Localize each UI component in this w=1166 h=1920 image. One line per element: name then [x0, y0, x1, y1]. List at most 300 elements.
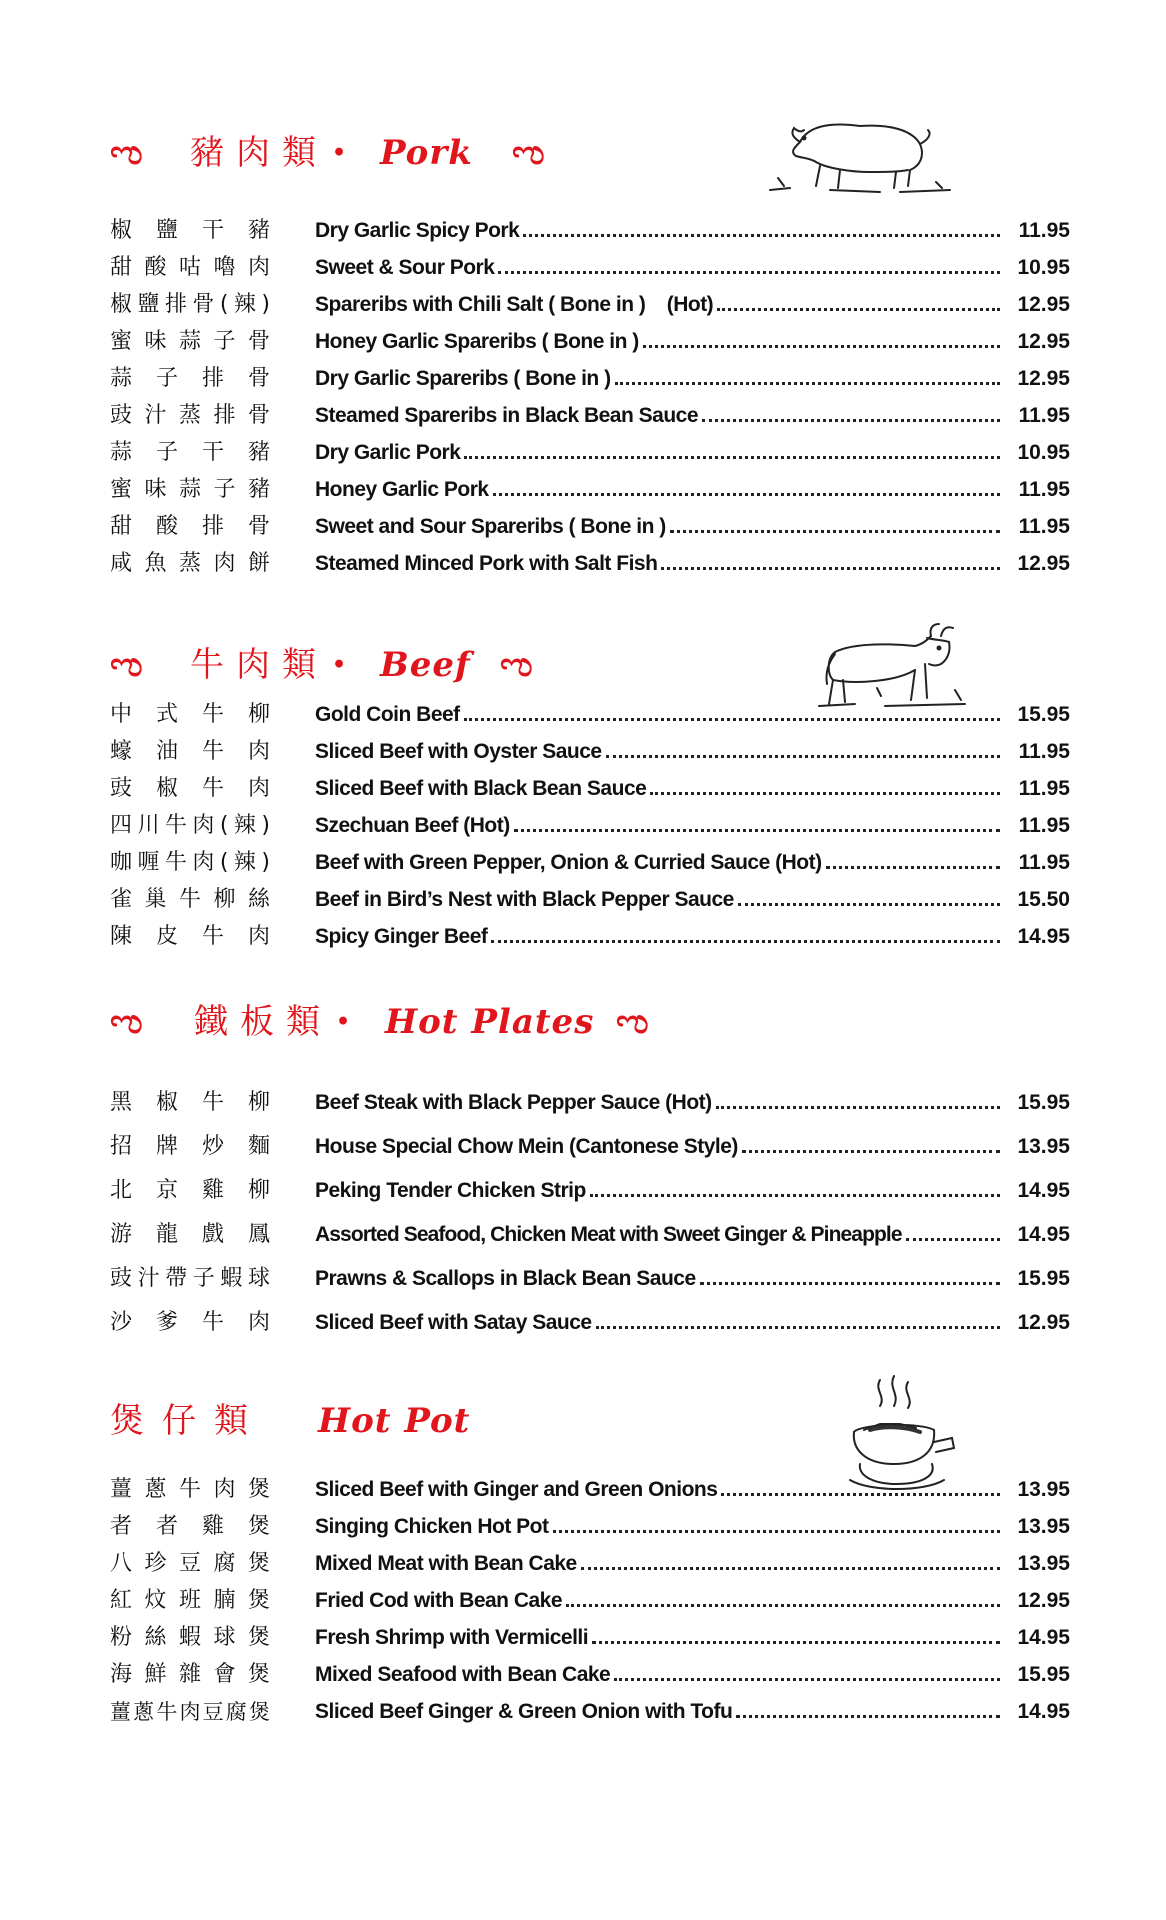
- item-price: 12.95: [1017, 367, 1070, 390]
- item-name-cn: [110, 848, 270, 878]
- cn-char: 牛: [201, 1090, 224, 1115]
- cn-char: 球: [213, 1625, 236, 1650]
- cn-char: 帶: [165, 1266, 188, 1291]
- item-price: 14.95: [1017, 1179, 1070, 1202]
- menu-item: [110, 737, 1070, 767]
- cn-char: 雞: [201, 1514, 224, 1539]
- item-name-en: [315, 1549, 1000, 1579]
- menu-item: [110, 848, 1070, 878]
- item-name-en-text: Dry Garlic Pork: [315, 441, 461, 464]
- item-name-en-text: Steamed Minced Pork with Salt Fish: [315, 552, 658, 575]
- menu-item: [110, 1623, 1070, 1653]
- menu-item: [110, 700, 1070, 730]
- cn-char: 骨: [192, 292, 215, 317]
- cn-char: 咖: [110, 850, 133, 875]
- dot-leader: [738, 885, 1000, 906]
- cn-char: 干: [201, 440, 224, 465]
- item-price: 12.95: [1017, 552, 1070, 575]
- menu-item: [110, 1264, 1070, 1294]
- cn-char: 甜: [110, 255, 133, 280]
- cn-char: 柳: [213, 887, 236, 912]
- cn-char: 子: [155, 440, 178, 465]
- item-name-en-text: Sweet & Sour Pork: [315, 256, 495, 279]
- item-name-cn: [110, 549, 270, 579]
- cn-char: 鮮: [144, 1662, 167, 1687]
- cn-char: 蒜: [110, 366, 133, 391]
- cn-char: 北: [110, 1178, 133, 1203]
- cn-char: 子: [213, 477, 236, 502]
- cn-char: 甜: [110, 514, 133, 539]
- cn-char: 煲: [247, 1514, 270, 1539]
- dot-leader: [592, 1623, 1000, 1644]
- item-name-cn: [110, 1697, 270, 1727]
- cn-char: 肉: [247, 776, 270, 801]
- cn-char: 炆: [144, 1588, 167, 1613]
- cn-char: 肉: [247, 1310, 270, 1335]
- item-name-cn: [110, 475, 270, 505]
- item-name-en-text: Szechuan Beef (Hot): [315, 814, 510, 837]
- dot-leader: [614, 1660, 1000, 1681]
- dot-leader: [491, 922, 1000, 943]
- item-price: 11.95: [1018, 814, 1070, 837]
- item-name-en: [315, 1475, 1000, 1505]
- item-name-en-text: Sliced Beef Ginger & Green Onion with Tofu: [315, 1700, 733, 1723]
- menu-item: [110, 1660, 1070, 1690]
- cn-char: 辣: [233, 292, 256, 317]
- cn-char: 牛: [201, 776, 224, 801]
- cn-char: 骨: [247, 514, 270, 539]
- item-price: 10.95: [1017, 441, 1070, 464]
- item-price: 11.95: [1018, 515, 1070, 538]
- section-header-pork: [110, 128, 610, 178]
- item-name-en-text: Fresh Shrimp with Vermicelli: [315, 1626, 589, 1649]
- cn-char: 排: [213, 403, 236, 428]
- section-header-hotplates: [110, 997, 670, 1047]
- item-name-en: [315, 253, 1000, 283]
- cn-char: 豉: [110, 776, 133, 801]
- item-price: 11.95: [1018, 404, 1070, 427]
- item-name-cn: [110, 1660, 270, 1690]
- cn-char: 子: [213, 329, 236, 354]
- menu-item: [110, 1220, 1070, 1250]
- item-name-cn: [110, 811, 270, 841]
- cn-char: (: [219, 850, 229, 875]
- item-price: 15.95: [1017, 1267, 1070, 1290]
- swirl-right-icon: ಌ: [616, 1002, 649, 1042]
- section-title-en: Hot Plates: [385, 1002, 595, 1042]
- cn-char: 咸: [110, 551, 133, 576]
- menu-item: [110, 364, 1070, 394]
- menu-item: [110, 290, 1070, 320]
- menu-item: [110, 253, 1070, 283]
- item-price: 13.95: [1017, 1515, 1070, 1538]
- cn-char: 肉: [247, 924, 270, 949]
- section-header-hotpot: [110, 1396, 530, 1446]
- item-name-en: [315, 774, 1000, 804]
- item-name-en-text: Prawns & Scallops in Black Bean Sauce: [315, 1267, 696, 1290]
- item-price: 13.95: [1017, 1478, 1070, 1501]
- cn-char: 肉: [192, 813, 215, 838]
- dot-leader: [826, 848, 1000, 869]
- cn-char: 巢: [144, 887, 167, 912]
- cn-char: 者: [110, 1514, 133, 1539]
- item-name-cn: [110, 700, 270, 730]
- cn-char: 牛: [201, 739, 224, 764]
- cn-char: 肉: [213, 551, 236, 576]
- cn-char: 排: [201, 366, 224, 391]
- cn-char: 汁: [144, 403, 167, 428]
- item-price: 14.95: [1017, 925, 1070, 948]
- menu-item: [110, 1586, 1070, 1616]
- cn-char: 牛: [164, 850, 187, 875]
- cn-char: 雀: [110, 887, 133, 912]
- menu-item: [110, 327, 1070, 357]
- item-name-cn: [110, 1088, 270, 1118]
- dot-leader: [566, 1586, 1000, 1607]
- cn-char: 雜: [178, 1662, 201, 1687]
- item-name-cn: [110, 1549, 270, 1579]
- item-price: 14.95: [1017, 1626, 1070, 1649]
- cn-char: 絲: [144, 1625, 167, 1650]
- cn-char: ): [261, 850, 270, 875]
- cn-char: 蒸: [178, 403, 201, 428]
- dot-leader: [493, 475, 1000, 496]
- swirl-left-icon: ಌ: [110, 645, 143, 685]
- cn-char: 蜜: [110, 477, 133, 502]
- cn-char: 酸: [155, 514, 178, 539]
- item-name-en-text: Mixed Seafood with Bean Cake: [315, 1663, 611, 1686]
- section-title-cn: 煲仔類: [110, 1401, 266, 1441]
- cn-char: ): [261, 813, 270, 838]
- cn-char: 牛: [201, 702, 224, 727]
- menu-item: [110, 401, 1070, 431]
- cn-char: 海: [110, 1662, 133, 1687]
- cn-char: 雞: [201, 1178, 224, 1203]
- cn-char: 煲: [247, 1625, 270, 1650]
- item-name-en: [315, 290, 1000, 320]
- item-name-en: [315, 512, 1000, 542]
- section-title-en: Beef: [380, 645, 471, 685]
- cn-char: 腐: [213, 1551, 236, 1576]
- cn-char: 腐: [225, 1700, 247, 1724]
- item-name-en-text: Honey Garlic Spareribs ( Bone in ): [315, 330, 639, 353]
- cn-char: 辣: [233, 850, 256, 875]
- dot-leader: [464, 700, 1000, 721]
- cn-char: 肉: [179, 1700, 201, 1724]
- cn-char: 紅: [110, 1588, 133, 1613]
- section-title-en: Pork: [380, 133, 473, 173]
- item-name-en: [315, 1308, 1000, 1338]
- cn-char: 絲: [247, 887, 270, 912]
- cn-char: 豬: [247, 218, 270, 243]
- cn-char: 班: [178, 1588, 201, 1613]
- cn-char: 粉: [110, 1625, 133, 1650]
- item-price: 10.95: [1017, 256, 1070, 279]
- cn-char: 豉: [110, 1266, 133, 1291]
- cn-char: 餅: [247, 551, 270, 576]
- item-name-en: [315, 922, 1000, 952]
- section-title-cn: 鐵板類: [194, 1002, 332, 1042]
- cn-char: 沙: [110, 1310, 133, 1335]
- cn-char: 柳: [247, 702, 270, 727]
- item-name-cn: [110, 216, 270, 246]
- item-name-cn: [110, 438, 270, 468]
- cn-char: 肉: [247, 255, 270, 280]
- dot-leader: [523, 216, 1000, 237]
- cn-char: 麵: [247, 1134, 270, 1159]
- cn-char: 球: [247, 1266, 270, 1291]
- cn-char: 豬: [247, 440, 270, 465]
- cn-char: 咕: [178, 255, 201, 280]
- item-name-en-text: Sliced Beef with Satay Sauce: [315, 1311, 592, 1334]
- item-name-en-text: Dry Garlic Spareribs ( Bone in ): [315, 367, 611, 390]
- cn-char: 珍: [144, 1551, 167, 1576]
- item-price: 11.95: [1018, 478, 1070, 501]
- item-name-en: [315, 438, 1000, 468]
- cn-char: 煲: [247, 1588, 270, 1613]
- cn-char: 肉: [247, 739, 270, 764]
- item-name-cn: [110, 253, 270, 283]
- item-name-en: [315, 1660, 1000, 1690]
- menu-item: [110, 811, 1070, 841]
- item-name-cn: [110, 1132, 270, 1162]
- dot-leader: [670, 512, 1000, 533]
- swirl-left-icon: ಌ: [110, 133, 143, 173]
- item-name-cn: [110, 512, 270, 542]
- item-name-cn: [110, 774, 270, 804]
- pig-sketch-icon: [760, 108, 960, 198]
- dot-leader: [606, 737, 1000, 758]
- cn-char: 八: [110, 1551, 133, 1576]
- cn-char: 川: [137, 813, 160, 838]
- item-name-cn: [110, 1308, 270, 1338]
- dot-leader: [464, 438, 1000, 459]
- dot-leader: [498, 253, 1000, 274]
- menu-item: [110, 1308, 1070, 1338]
- cn-char: 子: [192, 1266, 215, 1291]
- cn-char: 四: [110, 813, 133, 838]
- cn-char: 魚: [144, 551, 167, 576]
- menu-item: [110, 438, 1070, 468]
- dot-separator: •: [332, 652, 347, 678]
- cn-char: 煲: [247, 1551, 270, 1576]
- cn-char: 戲: [201, 1222, 224, 1247]
- cn-char: 式: [155, 702, 178, 727]
- item-name-en-text: Honey Garlic Pork: [315, 478, 489, 501]
- cn-char: 蒜: [110, 440, 133, 465]
- menu-item: [110, 1176, 1070, 1206]
- dot-leader: [650, 774, 1000, 795]
- item-price: 11.95: [1018, 740, 1070, 763]
- cn-char: 蝦: [220, 1266, 243, 1291]
- cn-char: 干: [201, 218, 224, 243]
- cn-char: 味: [144, 477, 167, 502]
- item-name-en-text: Mixed Meat with Bean Cake: [315, 1552, 577, 1575]
- cn-char: 辣: [233, 813, 256, 838]
- cn-char: 味: [144, 329, 167, 354]
- item-price: 13.95: [1017, 1135, 1070, 1158]
- item-price: 12.95: [1017, 1311, 1070, 1334]
- dot-leader: [721, 1475, 1000, 1496]
- item-name-cn: [110, 1623, 270, 1653]
- cn-char: 炒: [201, 1134, 224, 1159]
- menu-item: [110, 774, 1070, 804]
- cn-char: 蔥: [133, 1700, 155, 1724]
- item-price: 11.95: [1018, 219, 1070, 242]
- cn-char: 骨: [247, 403, 270, 428]
- item-name-en: [315, 1264, 1000, 1294]
- cn-char: 牛: [178, 1477, 201, 1502]
- item-name-cn: [110, 1475, 270, 1505]
- dot-leader: [906, 1220, 1000, 1241]
- cn-char: 游: [110, 1222, 133, 1247]
- item-name-cn: [110, 401, 270, 431]
- item-price: 14.95: [1017, 1223, 1070, 1246]
- item-price: 15.95: [1017, 1663, 1070, 1686]
- item-name-en: [315, 475, 1000, 505]
- item-name-cn: [110, 1264, 270, 1294]
- item-name-en-text: Fried Cod with Bean Cake: [315, 1589, 563, 1612]
- item-name-en: [315, 216, 1000, 246]
- item-name-en: [315, 1088, 1000, 1118]
- cn-char: 油: [155, 739, 178, 764]
- item-price: 12.95: [1017, 1589, 1070, 1612]
- item-price: 15.50: [1017, 888, 1070, 911]
- item-name-en-text: Peking Tender Chicken Strip: [315, 1179, 586, 1202]
- cn-char: 蠔: [110, 739, 133, 764]
- item-name-en-text: Dry Garlic Spicy Pork: [315, 219, 520, 242]
- cn-char: 子: [155, 366, 178, 391]
- item-name-en: [315, 401, 1000, 431]
- cn-char: 蒸: [178, 551, 201, 576]
- cn-char: 牛: [164, 813, 187, 838]
- section-title-en: Hot Pot: [318, 1401, 471, 1441]
- cn-char: 豆: [178, 1551, 201, 1576]
- menu-item: [110, 1475, 1070, 1505]
- cn-char: 煲: [248, 1700, 270, 1724]
- cn-char: 柳: [247, 1090, 270, 1115]
- item-name-en: [315, 1697, 1000, 1727]
- cn-char: 鹽: [137, 292, 160, 317]
- cn-char: 牌: [155, 1134, 178, 1159]
- cn-char: 鹽: [155, 218, 178, 243]
- cn-char: 牛: [201, 924, 224, 949]
- cn-char: (: [219, 292, 229, 317]
- menu-item: [110, 512, 1070, 542]
- menu-item: [110, 885, 1070, 915]
- cn-char: 煲: [247, 1477, 270, 1502]
- item-price: 15.95: [1017, 1091, 1070, 1114]
- menu-item: [110, 1088, 1070, 1118]
- item-name-cn: [110, 364, 270, 394]
- cn-char: 豬: [247, 477, 270, 502]
- cn-char: 蒜: [178, 329, 201, 354]
- item-name-en-text: Assorted Seafood, Chicken Meat with Sweet Ginger & Pineapple: [315, 1223, 902, 1246]
- item-name-en-text: Sweet and Sour Spareribs ( Bone in ): [315, 515, 666, 538]
- menu-item: [110, 1697, 1070, 1727]
- cn-char: 蜜: [110, 329, 133, 354]
- item-name-en: [315, 1220, 1000, 1250]
- item-name-cn: [110, 922, 270, 952]
- item-name-en-text: Spicy Ginger Beef: [315, 925, 488, 948]
- dot-separator: •: [332, 140, 347, 166]
- cn-char: 者: [155, 1514, 178, 1539]
- cn-char: 會: [213, 1662, 236, 1687]
- cn-char: 喱: [137, 850, 160, 875]
- item-name-en: [315, 885, 1000, 915]
- cn-char: 椒: [155, 776, 178, 801]
- item-price: 11.95: [1018, 851, 1070, 874]
- cn-char: 牛: [156, 1700, 178, 1724]
- item-name-cn: [110, 290, 270, 320]
- item-price: 13.95: [1017, 1552, 1070, 1575]
- dot-leader: [661, 549, 1000, 570]
- cn-char: 腩: [213, 1588, 236, 1613]
- menu-item: [110, 1512, 1070, 1542]
- swirl-right-icon: ಌ: [500, 645, 533, 685]
- item-name-en: [315, 811, 1000, 841]
- cn-char: 蔥: [144, 1477, 167, 1502]
- cn-char: 酸: [144, 255, 167, 280]
- item-name-en-text: Beef Steak with Black Pepper Sauce (Hot): [315, 1091, 712, 1114]
- menu-item: [110, 1549, 1070, 1579]
- dot-leader: [736, 1697, 1000, 1718]
- cn-char: 肉: [213, 1477, 236, 1502]
- cn-char: 豆: [202, 1700, 224, 1724]
- section-title-cn: 豬肉類: [190, 133, 328, 173]
- swirl-right-icon: ಌ: [512, 133, 545, 173]
- item-price: 15.95: [1017, 703, 1070, 726]
- menu-item: [110, 1132, 1070, 1162]
- dot-leader: [643, 327, 1000, 348]
- section-header-beef: [110, 640, 610, 690]
- menu-item: [110, 475, 1070, 505]
- dot-leader: [596, 1308, 1000, 1329]
- dot-leader: [717, 290, 1000, 311]
- cn-char: 薑: [110, 1477, 133, 1502]
- cn-char: 豉: [110, 403, 133, 428]
- cn-char: 骨: [247, 366, 270, 391]
- item-name-en-text: Beef with Green Pepper, Onion & Curried Sauce (Hot): [315, 851, 822, 874]
- item-name-cn: [110, 1586, 270, 1616]
- cn-char: 皮: [155, 924, 178, 949]
- item-name-en: [315, 1176, 1000, 1206]
- cn-char: 京: [155, 1178, 178, 1203]
- dot-leader: [581, 1549, 1000, 1570]
- item-name-en-text: Sliced Beef with Ginger and Green Onions: [315, 1478, 718, 1501]
- cn-char: 龍: [155, 1222, 178, 1247]
- cn-char: 嚕: [213, 255, 236, 280]
- cn-char: 椒: [155, 1090, 178, 1115]
- item-name-en: [315, 1132, 1000, 1162]
- item-name-en-text: Gold Coin Beef: [315, 703, 460, 726]
- item-price: 11.95: [1018, 777, 1070, 800]
- item-name-en-text: Beef in Bird’s Nest with Black Pepper Sauce: [315, 888, 734, 911]
- cn-char: 排: [164, 292, 187, 317]
- item-name-cn: [110, 1512, 270, 1542]
- item-price: 12.95: [1017, 293, 1070, 316]
- dot-leader: [716, 1088, 1000, 1109]
- menu-item: [110, 922, 1070, 952]
- section-title-cn: 牛肉類: [190, 645, 328, 685]
- cn-char: 黑: [110, 1090, 133, 1115]
- cn-char: 牛: [201, 1310, 224, 1335]
- dot-leader: [615, 364, 1000, 385]
- item-name-en: [315, 848, 1000, 878]
- cn-char: 肉: [192, 850, 215, 875]
- item-name-en: [315, 549, 1000, 579]
- cn-char: 薑: [110, 1700, 131, 1724]
